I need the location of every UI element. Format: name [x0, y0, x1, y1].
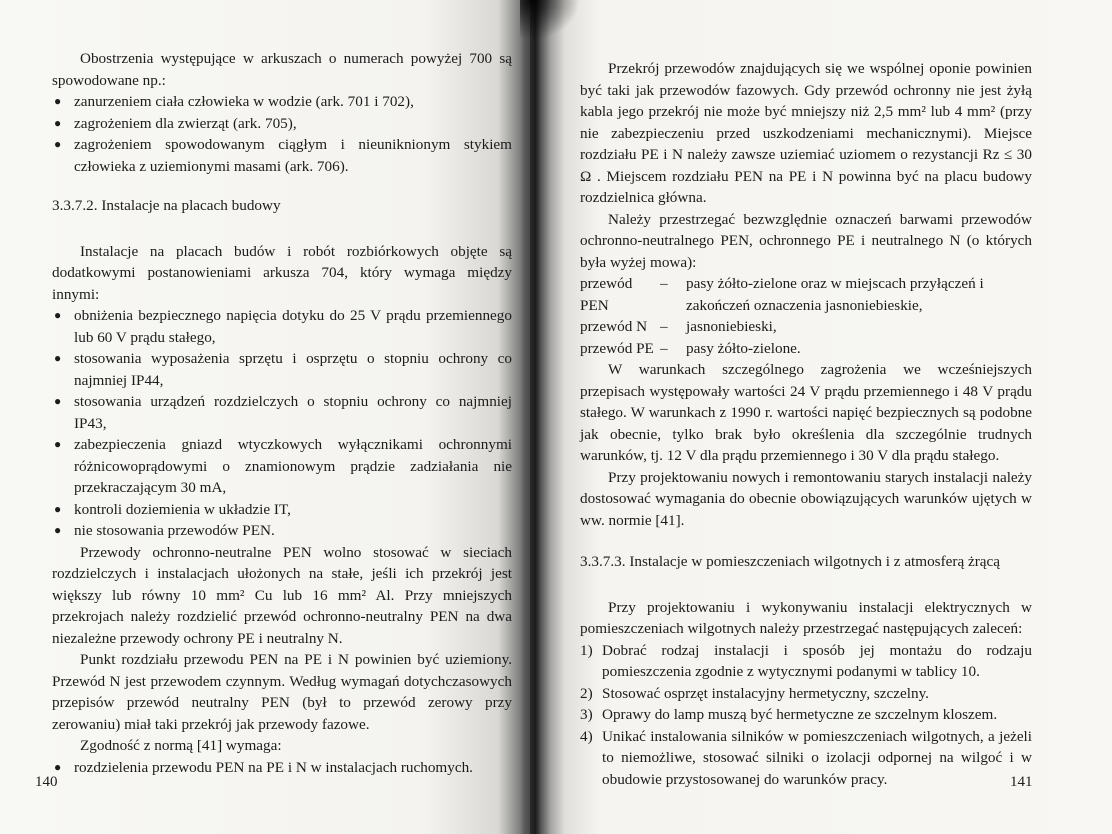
definition-term: przewód PEN — [580, 275, 633, 314]
paragraph: Punkt rozdziału przewodu PEN na PE i N powinien być uziemiony. Przewód N jest przewodem czynnym. Według wymagań dotychczasowych przepisów przewód neutralny PEN (był to przewód zerowy przy zerowaniu) miał taki przekrój jak przewody fazowe. — [52, 651, 512, 733]
paragraph: Zgodność z normą [41] wymaga: — [80, 737, 282, 754]
color-definition-list — [580, 273, 1032, 359]
definition-term: przewód N — [580, 318, 648, 335]
list-item: 3) Oprawy do lamp muszą być hermetyczne ze szczelnym kloszem. — [580, 704, 1032, 726]
bullet-icon: ● — [54, 501, 62, 516]
bullet-list-hazards — [52, 91, 512, 177]
list-item: ● rozdzielenia przewodu PEN na PE i N w instalacjach ruchomych. — [52, 757, 512, 779]
definition-term: przewód PE — [580, 339, 654, 357]
list-item: 2) Stosować osprzęt instalacyjny hermetyczny, szczelny. — [580, 683, 1032, 705]
definition-dash: – — [660, 339, 668, 357]
definition-row — [580, 273, 1032, 316]
bullet-list-norm — [52, 757, 512, 779]
book-gutter — [520, 0, 550, 834]
section-heading: 3.3.7.2. Instalacje na placach budowy — [52, 197, 281, 214]
bullet-icon: ● — [54, 759, 62, 774]
list-number: 3) — [580, 706, 593, 723]
definition-desc: pasy żółto-zielone. — [686, 339, 801, 357]
definition-dash: – — [660, 318, 668, 335]
section-heading: 3.3.7.3. Instalacje w pomieszczeniach wilgotnych i z atmosferą żrącą — [580, 553, 1001, 570]
list-item: ● kontroli doziemienia w układzie IT, — [52, 499, 512, 521]
list-number: 1) — [580, 641, 593, 659]
list-item: ● zabezpieczenia gniazd wtyczkowych wyłącznikami ochronnymi różnicowoprądowymi o znamionowym prądzie zadziałania nie przekraczającym 30 mA, — [54, 436, 512, 496]
list-number: 4) — [580, 727, 593, 745]
numbered-list — [580, 640, 1032, 791]
definition-row — [580, 316, 1032, 338]
definition-desc: pasy żółto-zielone oraz w miejscach przyłączeń i zakończeń oznaczenia jasnoniebieskie, — [686, 275, 984, 314]
list-item: ● zanurzeniem ciała człowieka w wodzie (ark. 701 i 702), — [52, 91, 512, 113]
list-item: ● obniżenia bezpiecznego napięcia dotyku do 25 V prądu przemiennego lub 60 V prądu stałego, — [54, 307, 512, 346]
bullet-icon: ● — [54, 94, 62, 108]
bullet-icon: ● — [54, 437, 62, 451]
paragraph: Przewody ochronno-neutralne PEN wolno stosować w sieciach rozdzielczych i instalacjach ułożonych na stałe, jeśli ich przekrój jest większy lub równy 10 mm² Cu lub 16 mm² Al. Przy mniejszych przekrojach należy rozdzielić przewód ochronno-neutralny PEN na dwa niezależne przewody ochrony PE i neutralny N. — [52, 543, 512, 647]
bullet-list-requirements — [52, 305, 512, 542]
bullet-icon: ● — [54, 394, 62, 408]
bullet-icon: ● — [54, 308, 62, 322]
bullet-icon: ● — [54, 115, 62, 130]
paragraph: W warunkach szczególnego zagrożenia we wcześniejszych przepisach występowały wartości 24 V prądu przemiennego i 48 V prądu stałego. W warunkach z 1990 r. wartości napięć bezpiecznych są podobne jak obecnie, tylko brak było określenia dla szczególnie trudnych warunków, tj. 12 V dla prądu przemiennego i 30 V dla prądu stałego. — [580, 361, 1032, 464]
list-item: ● stosowania urządzeń rozdzielczych o stopniu ochrony co najmniej IP43, — [54, 393, 512, 432]
paragraph: Instalacje na placach budów i robót rozbiórkowych objęte są dodatkowymi postanowieniami arkusza 704, który wymaga między innymi: — [52, 242, 512, 303]
intro-paragraph: Obostrzenia występujące w arkuszach o numerach powyżej 700 są spowodowane np.: — [52, 50, 512, 89]
definition-row — [580, 338, 1032, 360]
bullet-icon: ● — [54, 523, 62, 537]
paragraph: Przy projektowaniu nowych i remontowaniu starych instalacji należy dostosować wymagania do obecnie obowiązujących warunków ujętych w ww. normie [41]. — [580, 468, 1032, 529]
paragraph: Należy przestrzegać bezwzględnie oznaczeń barwami przewodów ochronno-neutralnego PEN, ochronnego PE i neutralnego N (o których była wyżej mowa): — [580, 210, 1032, 271]
definition-dash: – — [660, 275, 668, 292]
list-number: 2) — [580, 684, 593, 702]
list-item: ● zagrożeniem spowodowanym ciągłym i nieuniknionym stykiem człowieka z uziemionymi masami (ark. 706). — [54, 136, 512, 175]
right-column — [580, 58, 1032, 790]
list-item: 4) Unikać instalowania silników w pomieszczeniach wilgotnych, a jeżeli to niemożliwe, stosować silniki o izolacji odpornej na wilgoć i w obudowie przystosowanej do warunków pracy. — [580, 727, 1032, 788]
bullet-icon: ● — [54, 137, 62, 151]
paragraph: Przekrój przewodów znajdujących się we wspólnej oponie powinien być taki jak przewodów fazowych. Gdy przewód ochronny nie jest żyłą kabla jego przekrój nie może być mniejszy niż 2,5 mm² lub 4 mm² (przy nie zabezpieczeniu przed uszkodzeniami mechanicznymi). Miejsce rozdziału PE i N należy zawsze uziemiać uziomem o rezystancji Rz ≤ 30 Ω . Miejscem rozdziału PEN na PE i N powinna być na placu budowy rozdzielnica główna. — [580, 60, 1032, 206]
page-number-left: 140 — [35, 774, 58, 790]
definition-desc: jasnoniebieski, — [686, 318, 777, 335]
page-number-right: 141 — [1010, 774, 1033, 790]
list-item: ● stosowania wyposażenia sprzętu i osprzętu o stopniu ochrony co najmniej IP44, — [54, 350, 512, 389]
list-item: 1) Dobrać rodzaj instalacji i sposób jej montażu do rodzaju pomieszczenia zgodnie z wytycznymi podanymi w tablicy 10. — [580, 641, 1032, 680]
list-item: ● zagrożeniem dla zwierząt (ark. 705), — [52, 113, 512, 135]
list-item: ● nie stosowania przewodów PEN. — [52, 520, 512, 542]
paragraph: Przy projektowaniu i wykonywaniu instalacji elektrycznych w pomieszczeniach wilgotnych należy przestrzegać następujących zaleceń: — [580, 598, 1032, 637]
corner-shadow — [520, 0, 580, 40]
bullet-icon: ● — [54, 351, 62, 365]
left-column — [52, 48, 512, 778]
